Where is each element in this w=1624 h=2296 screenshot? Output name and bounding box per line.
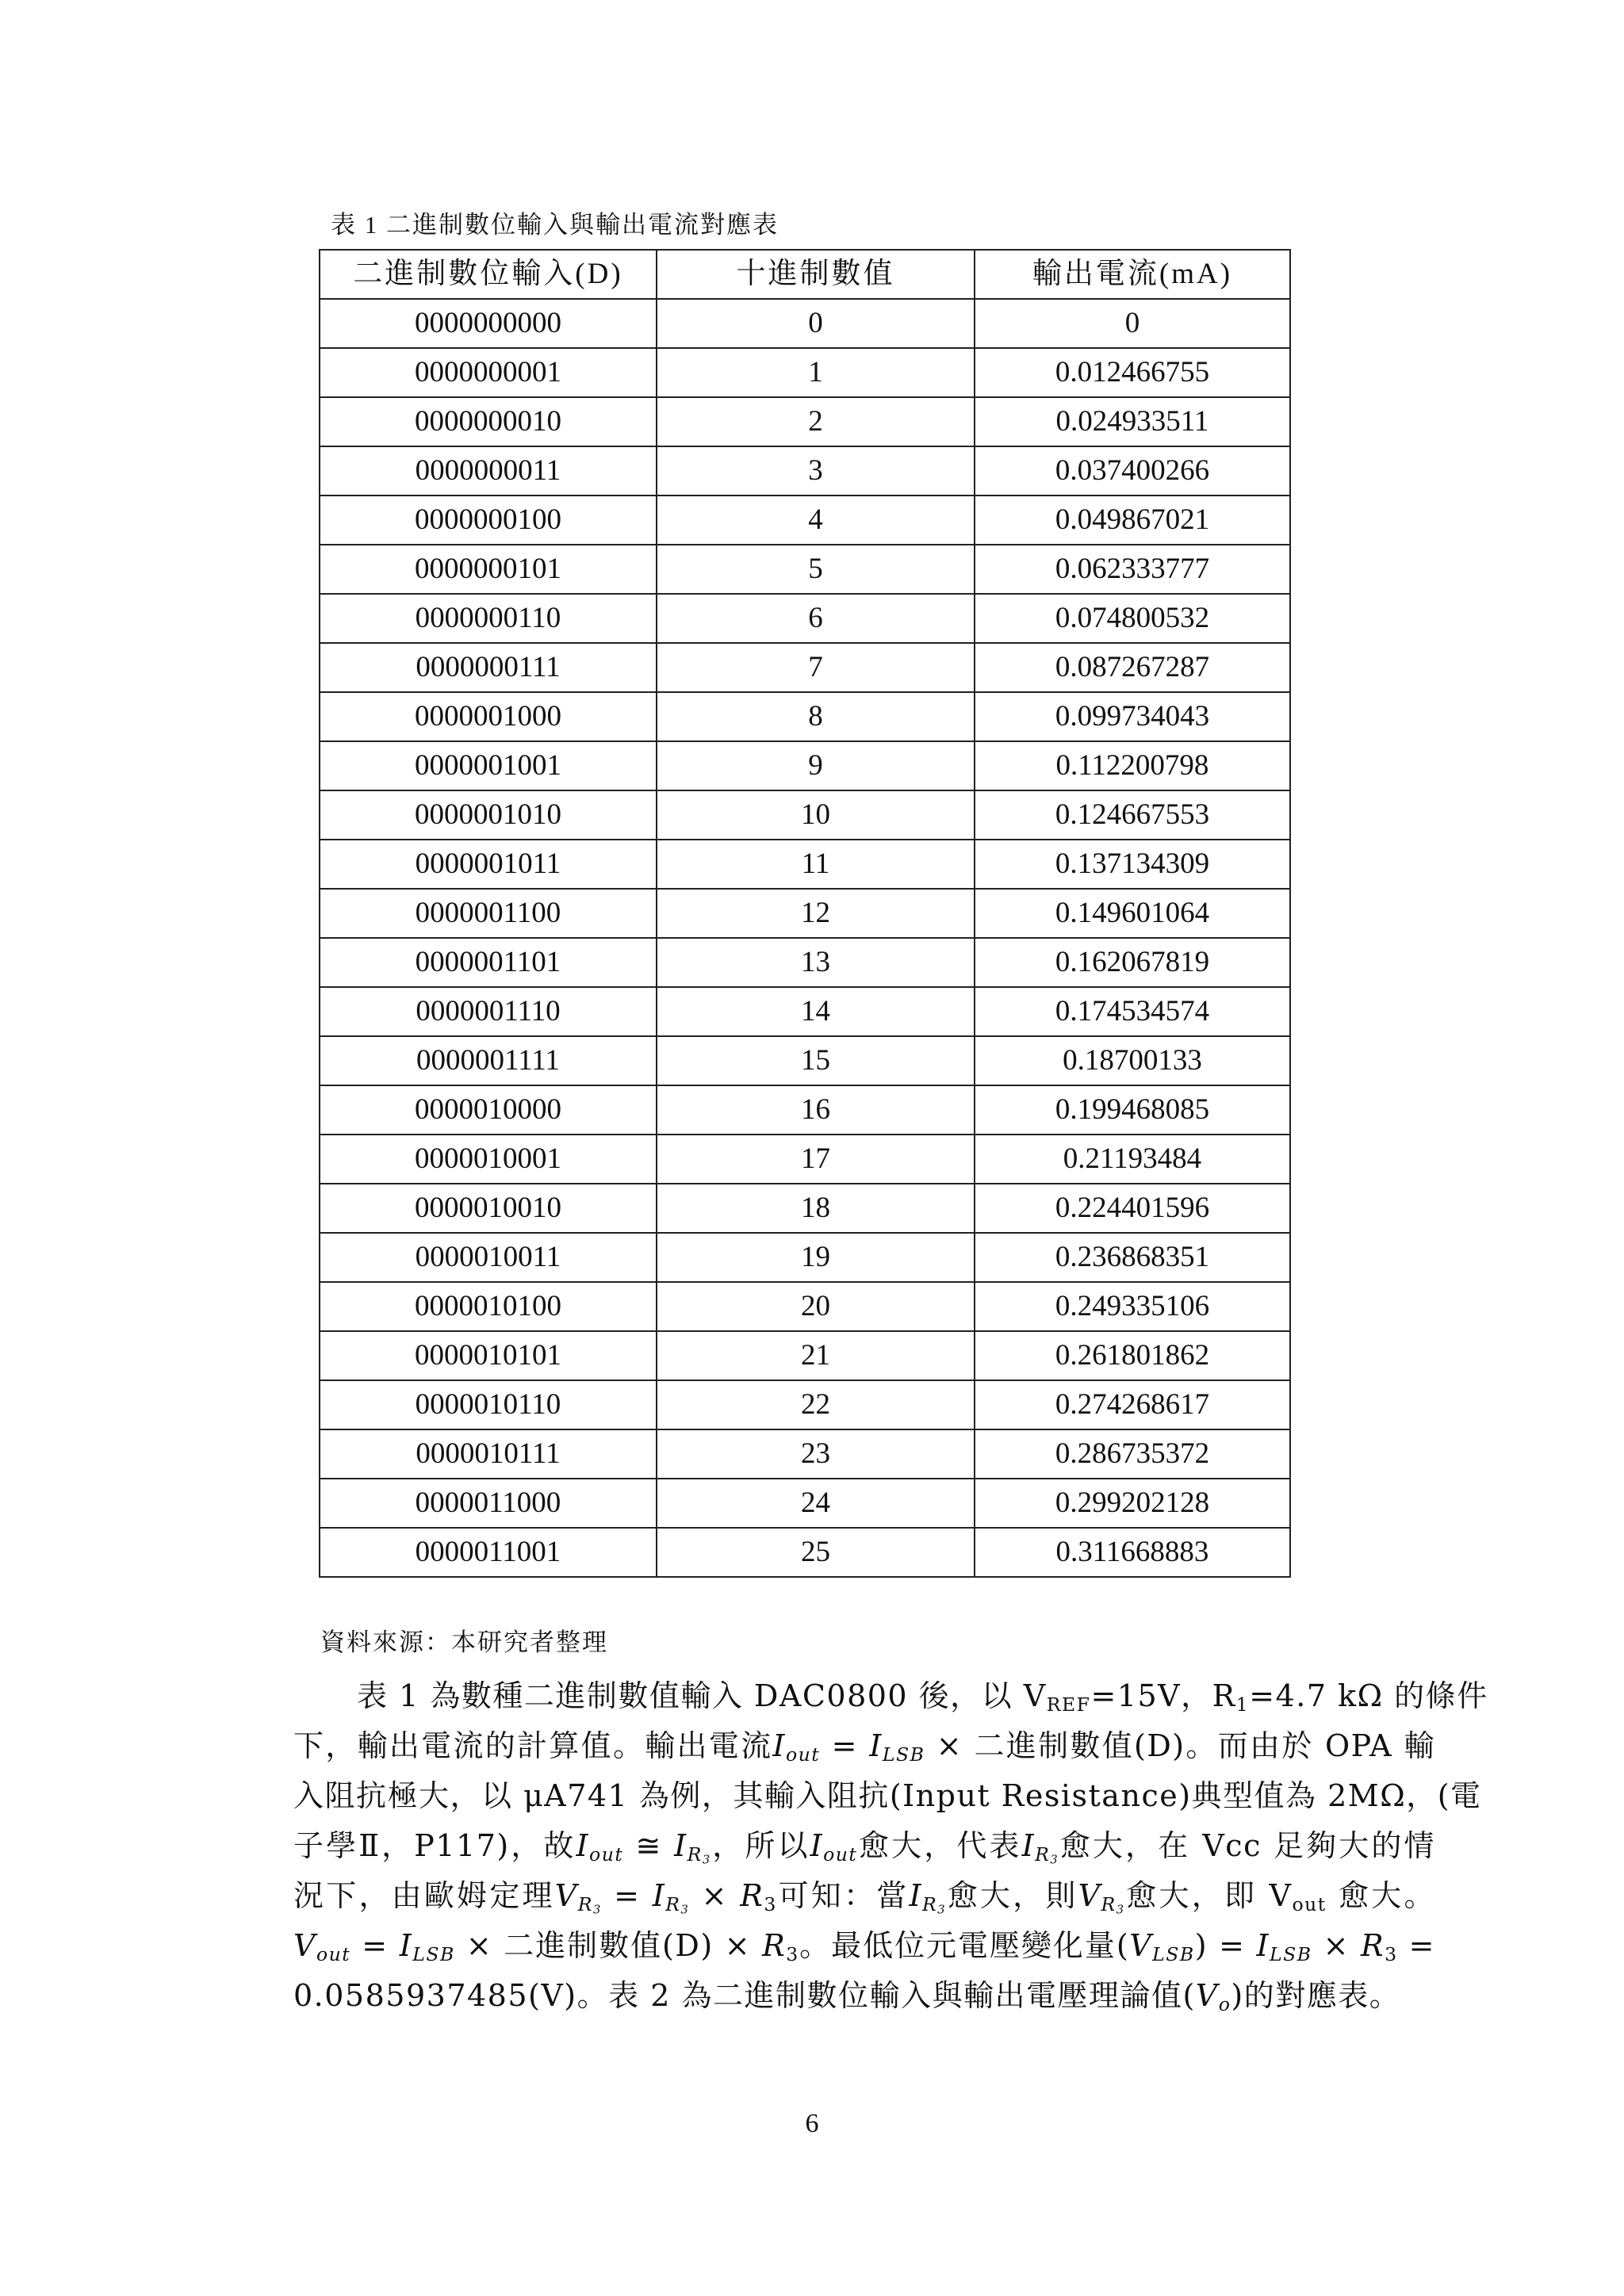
binary-input-cell: 0000000110 bbox=[320, 594, 657, 643]
table-row bbox=[320, 1528, 1290, 1577]
decimal-value-cell: 0 bbox=[657, 299, 975, 348]
binary-input-cell: 0000001110 bbox=[320, 987, 657, 1036]
output-current-cell: 0.024933511 bbox=[975, 397, 1290, 446]
binary-input-cell: 0000011000 bbox=[320, 1479, 657, 1528]
table-source-note: 資料來源：本研究者整理 bbox=[320, 1628, 608, 1657]
output-current-cell: 0.311668883 bbox=[975, 1528, 1290, 1577]
output-current-cell: 0.224401596 bbox=[975, 1184, 1290, 1233]
binary-input-cell: 0000001001 bbox=[320, 741, 657, 790]
output-current-cell: 0.149601064 bbox=[975, 889, 1290, 938]
output-current-cell: 0.249335106 bbox=[975, 1282, 1290, 1331]
decimal-value-cell: 4 bbox=[657, 496, 975, 545]
table-row bbox=[320, 1282, 1290, 1331]
paragraph-line: 入阻抗極大，以 μA741 為例，其輸入阻抗(Input Resistance)典型值為 2MΩ，(電 bbox=[293, 1778, 1482, 1813]
decimal-value-cell: 15 bbox=[657, 1036, 975, 1085]
table-row bbox=[320, 299, 1290, 348]
body-paragraph bbox=[293, 1671, 1488, 2021]
binary-input-cell: 0000000100 bbox=[320, 496, 657, 545]
decimal-value-cell: 22 bbox=[657, 1380, 975, 1429]
output-current-cell: 0.286735372 bbox=[975, 1429, 1290, 1479]
decimal-value-cell: 6 bbox=[657, 594, 975, 643]
table-row bbox=[320, 1380, 1290, 1429]
output-current-cell: 0.174534574 bbox=[975, 987, 1290, 1036]
output-current-cell: 0.049867021 bbox=[975, 496, 1290, 545]
decimal-value-cell: 23 bbox=[657, 1429, 975, 1479]
decimal-value-cell: 20 bbox=[657, 1282, 975, 1331]
table-row bbox=[320, 741, 1290, 790]
output-current-cell: 0.062333777 bbox=[975, 545, 1290, 594]
table-row bbox=[320, 938, 1290, 987]
table-row bbox=[320, 643, 1290, 692]
binary-input-cell: 0000000011 bbox=[320, 446, 657, 496]
binary-input-cell: 0000010111 bbox=[320, 1429, 657, 1479]
table-row bbox=[320, 1036, 1290, 1085]
decimal-value-cell: 11 bbox=[657, 840, 975, 889]
output-current-cell: 0.261801862 bbox=[975, 1331, 1290, 1380]
decimal-value-cell: 16 bbox=[657, 1085, 975, 1135]
binary-input-cell: 0000000010 bbox=[320, 397, 657, 446]
output-current-cell: 0.21193484 bbox=[975, 1135, 1290, 1184]
output-current-cell: 0.037400266 bbox=[975, 446, 1290, 496]
table-row bbox=[320, 889, 1290, 938]
output-current-cell: 0.18700133 bbox=[975, 1036, 1290, 1085]
output-current-cell: 0.124667553 bbox=[975, 790, 1290, 840]
decimal-value-cell: 5 bbox=[657, 545, 975, 594]
binary-input-cell: 0000010100 bbox=[320, 1282, 657, 1331]
binary-input-cell: 0000011001 bbox=[320, 1528, 657, 1577]
binary-input-cell: 0000000111 bbox=[320, 643, 657, 692]
binary-input-cell: 0000001111 bbox=[320, 1036, 657, 1085]
binary-input-cell: 0000010011 bbox=[320, 1233, 657, 1282]
binary-input-cell: 0000010110 bbox=[320, 1380, 657, 1429]
decimal-value-cell: 14 bbox=[657, 987, 975, 1036]
binary-input-cell: 0000010010 bbox=[320, 1184, 657, 1233]
output-current-cell: 0.074800532 bbox=[975, 594, 1290, 643]
paragraph-line: 子學Ⅱ，P117)，故$I_{out}$ ≅ $I_{R_3}$，所以$I_{out}$愈大，代表$I_{R_3}$愈大，在 Vcc 足夠大的情 bbox=[293, 1828, 1435, 1867]
table-row bbox=[320, 446, 1290, 496]
table-row bbox=[320, 545, 1290, 594]
decimal-value-cell: 10 bbox=[657, 790, 975, 840]
decimal-value-cell: 2 bbox=[657, 397, 975, 446]
output-current-cell: 0.112200798 bbox=[975, 741, 1290, 790]
table-row bbox=[320, 594, 1290, 643]
binary-input-cell: 0000010000 bbox=[320, 1085, 657, 1135]
output-current-cell: 0.236868351 bbox=[975, 1233, 1290, 1282]
table-row bbox=[320, 692, 1290, 741]
paragraph-line: 況下，由歐姆定理$V_{R_3} = I_{R_3} \times R_3$可知：當$I_{R_3}$愈大，則$V_{R_3}$愈大，即 $V_{out}$ 愈大。 bbox=[293, 1878, 1435, 1917]
binary-input-cell: 0000000001 bbox=[320, 348, 657, 397]
binary-input-cell: 0000010001 bbox=[320, 1135, 657, 1184]
decimal-value-cell: 3 bbox=[657, 446, 975, 496]
header-output-current: 輸出電流(mA) bbox=[975, 250, 1290, 299]
decimal-value-cell: 24 bbox=[657, 1479, 975, 1528]
binary-input-cell: 0000001000 bbox=[320, 692, 657, 741]
binary-input-cell: 0000001010 bbox=[320, 790, 657, 840]
decimal-value-cell: 8 bbox=[657, 692, 975, 741]
page-number: 6 bbox=[805, 2109, 819, 2138]
header-decimal-value: 十進制數值 bbox=[657, 250, 975, 299]
table-caption: 表 1 二進制數位輸入與輸出電流對應表 bbox=[331, 211, 779, 239]
output-current-cell: 0.012466755 bbox=[975, 348, 1290, 397]
paragraph-line: $V_{out} = I_{LSB}$ × 二進制數值$(D) \times R_3$。最低位元電壓變化量$(V_{LSB}) = I_{LSB} \times R_3$ = bbox=[293, 1928, 1436, 1965]
table-row bbox=[320, 1085, 1290, 1135]
binary-input-cell: 0000000000 bbox=[320, 299, 657, 348]
binary-input-cell: 0000001100 bbox=[320, 889, 657, 938]
table-row bbox=[320, 1479, 1290, 1528]
table-row bbox=[320, 1184, 1290, 1233]
decimal-value-cell: 12 bbox=[657, 889, 975, 938]
output-current-cell: 0.299202128 bbox=[975, 1479, 1290, 1528]
table-row bbox=[320, 1429, 1290, 1479]
output-current-cell: 0.087267287 bbox=[975, 643, 1290, 692]
output-current-cell: 0.162067819 bbox=[975, 938, 1290, 987]
table-body bbox=[320, 299, 1290, 1577]
decimal-value-cell: 7 bbox=[657, 643, 975, 692]
binary-input-cell: 0000000101 bbox=[320, 545, 657, 594]
decimal-value-cell: 9 bbox=[657, 741, 975, 790]
output-current-cell: 0.274268617 bbox=[975, 1380, 1290, 1429]
decimal-value-cell: 19 bbox=[657, 1233, 975, 1282]
table-row bbox=[320, 790, 1290, 840]
decimal-value-cell: 18 bbox=[657, 1184, 975, 1233]
paragraph-line: 0.0585937485(V)。表 2 為二進制數位輸入與輸出電壓理論值$(V_o)$的對應表。 bbox=[293, 1978, 1401, 2015]
decimal-value-cell: 13 bbox=[657, 938, 975, 987]
table-header-row bbox=[320, 250, 1290, 299]
table-row bbox=[320, 348, 1290, 397]
current-table bbox=[319, 249, 1291, 1578]
output-current-cell: 0.099734043 bbox=[975, 692, 1290, 741]
paragraph-line: 表 1 為數種二進制數值輸入 DAC0800 後，以 $V_{REF}=15V$，$R_1=4.7$ kΩ 的條件 bbox=[357, 1678, 1488, 1716]
table-row bbox=[320, 397, 1290, 446]
table-row bbox=[320, 987, 1290, 1036]
table-row bbox=[320, 496, 1290, 545]
header-binary-input: 二進制數位輸入(D) bbox=[320, 250, 657, 299]
table-row bbox=[320, 1233, 1290, 1282]
table-row bbox=[320, 840, 1290, 889]
output-current-cell: 0.199468085 bbox=[975, 1085, 1290, 1135]
output-current-cell: 0 bbox=[975, 299, 1290, 348]
paragraph-line: 下，輸出電流的計算值。輸出電流$I_{out} = I_{LSB}$ × 二進制數值(D)。而由於 OPA 輸 bbox=[293, 1728, 1436, 1766]
decimal-value-cell: 1 bbox=[657, 348, 975, 397]
decimal-value-cell: 25 bbox=[657, 1528, 975, 1577]
binary-input-cell: 0000001011 bbox=[320, 840, 657, 889]
binary-input-cell: 0000001101 bbox=[320, 938, 657, 987]
decimal-value-cell: 17 bbox=[657, 1135, 975, 1184]
output-current-cell: 0.137134309 bbox=[975, 840, 1290, 889]
table-row bbox=[320, 1135, 1290, 1184]
decimal-value-cell: 21 bbox=[657, 1331, 975, 1380]
table-row bbox=[320, 1331, 1290, 1380]
binary-input-cell: 0000010101 bbox=[320, 1331, 657, 1380]
